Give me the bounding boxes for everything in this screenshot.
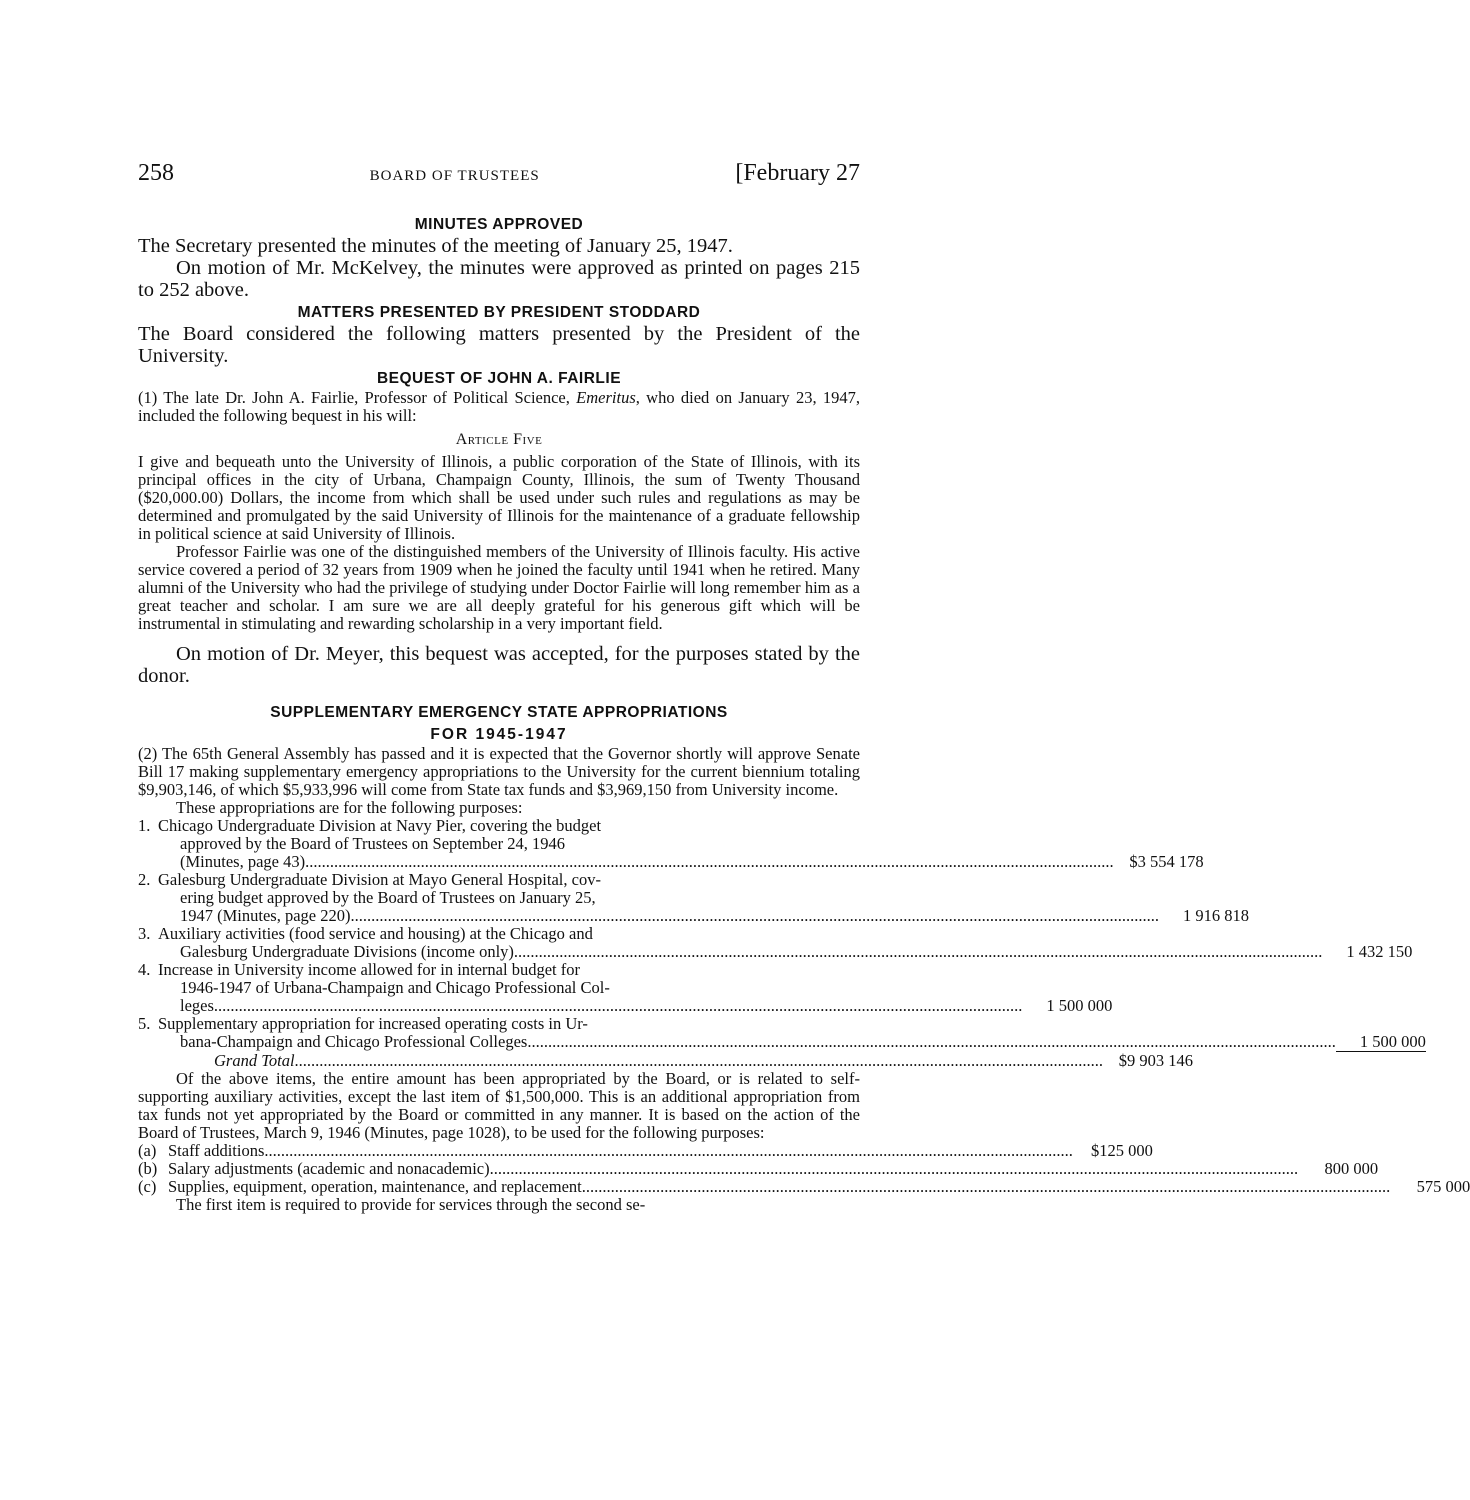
running-title: BOARD OF TRUSTEES bbox=[369, 168, 540, 184]
item-amount: 1 500 000 bbox=[1046, 996, 1113, 1015]
dot-leader bbox=[514, 943, 1323, 961]
running-head bbox=[138, 160, 860, 187]
grand-total-label: Grand Total bbox=[214, 1051, 295, 1070]
item-amount: 1 500 000 bbox=[1336, 1033, 1426, 1052]
item-amount: 800 000 bbox=[1324, 1159, 1379, 1178]
item-text: Supplies, equipment, operation, maintenance, and replacement bbox=[168, 1177, 582, 1196]
grand-total-row bbox=[138, 1051, 1194, 1070]
list-item bbox=[138, 1141, 1153, 1160]
item-number: 2. bbox=[138, 870, 151, 889]
item-amount: $3 554 178 bbox=[1129, 852, 1204, 871]
bequest-motion: On motion of Dr. Meyer, this bequest was accepted, for the purposes stated by the donor. bbox=[138, 643, 860, 687]
dot-leader bbox=[582, 1178, 1391, 1196]
item-number: 1. bbox=[138, 816, 151, 835]
item-text: Auxiliary activities (food service and housing) at the Chicago and bbox=[158, 924, 593, 943]
item-label: (b) bbox=[138, 1159, 158, 1178]
heading-minutes-approved: MINUTES APPROVED bbox=[414, 216, 584, 233]
bequest-intro-b: , who died on January 23, 1947, included the following bequest in his will: bbox=[138, 388, 860, 425]
item-text: Salary adjustments (academic and nonacademic) bbox=[168, 1159, 490, 1178]
list-item bbox=[138, 960, 1113, 1015]
minutes-paragraph-2: On motion of Mr. McKelvey, the minutes were approved as printed on pages 215 to 252 above. bbox=[138, 257, 860, 301]
list-item bbox=[138, 1014, 1426, 1052]
dot-leader bbox=[527, 1033, 1336, 1051]
heading-appropriations-line2: FOR 1945-1947 bbox=[430, 726, 568, 743]
bequest-intro bbox=[138, 389, 860, 425]
appropriation-items bbox=[138, 816, 1426, 1070]
item-label: (a) bbox=[138, 1141, 157, 1160]
item-leader-text: bana-Champaign and Chicago Professional Colleges bbox=[180, 1032, 528, 1051]
item-text-cont: 1946-1947 of Urbana-Champaign and Chicago Professional Col- bbox=[180, 978, 610, 997]
item-leader-text: 1947 (Minutes, page 220) bbox=[180, 906, 351, 925]
dot-leader bbox=[305, 853, 1114, 871]
list-item bbox=[138, 1159, 1379, 1178]
item-number: 5. bbox=[138, 1014, 151, 1033]
item-leader-text: Galesburg Undergraduate Divisions (income only) bbox=[180, 942, 514, 961]
list-item bbox=[138, 870, 1249, 925]
explanation-paragraph: Of the above items, the entire amount has been appropriated by the Board, or is related to self-supporting auxiliary activities, except the last item of $1,500,000. This is an additional appropriation from tax funds not yet appropriated by the Board or committed in any manner. It is based on the action of the Board of Trustees, March 9, 1946 (Minutes, page 1028), to be used for the following purposes: bbox=[138, 1069, 860, 1142]
list-item bbox=[138, 1177, 1470, 1196]
article-text: I give and bequeath unto the University of Illinois, a public corporation of the State of Illinois, with its principal offices in the city of Urbana, Champaign County, Illinois, the sum of Twenty Thousand ($20,000.00) Dollars, the income from which shall be used under such rules and regulations as may be determined and promulgated by the said University of Illinois for the maintenance of a graduate fellowship in political science at said University of Illinois. bbox=[138, 452, 860, 543]
running-date: [February 27 bbox=[735, 160, 860, 186]
item-text-cont: approved by the Board of Trustees on September 24, 1946 bbox=[180, 834, 565, 853]
item-leader-text: (Minutes, page 43) bbox=[180, 852, 306, 871]
item-leader-text: leges bbox=[180, 996, 214, 1015]
dot-leader bbox=[350, 907, 1159, 925]
item-amount: 1 916 818 bbox=[1182, 906, 1249, 925]
dot-leader bbox=[490, 1160, 1299, 1178]
heading-appropriations-line1: SUPPLEMENTARY EMERGENCY STATE APPROPRIATIONS bbox=[270, 704, 728, 721]
lettered-items bbox=[138, 1141, 1470, 1196]
appropriations-intro: (2) The 65th General Assembly has passed and it is expected that the Governor shortly will approve Senate Bill 17 making supplementary emergency appropriations to the University for the current biennium totaling $9,903,146, of which $5,933,996 will come from State tax funds and $3,969,150 from University income. bbox=[138, 744, 860, 799]
item-number: 4. bbox=[138, 960, 151, 979]
article-title: Article Five bbox=[455, 431, 543, 448]
document-page bbox=[138, 160, 1470, 1214]
item-amount: 575 000 bbox=[1416, 1177, 1470, 1196]
heading-bequest: BEQUEST OF JOHN A. FAIRLIE bbox=[376, 370, 622, 387]
dot-leader bbox=[214, 997, 1023, 1015]
item-text: Increase in University income allowed for in internal budget for bbox=[158, 960, 580, 979]
list-item bbox=[138, 924, 1413, 961]
final-paragraph: The first item is required to provide for services through the second se- bbox=[176, 1195, 646, 1214]
purposes-intro: These appropriations are for the following purposes: bbox=[176, 798, 523, 817]
item-label: (c) bbox=[138, 1177, 157, 1196]
item-text-cont: ering budget approved by the Board of Trustees on January 25, bbox=[180, 888, 596, 907]
item-number: 3. bbox=[138, 924, 151, 943]
dot-leader bbox=[264, 1142, 1073, 1160]
dot-leader bbox=[295, 1052, 1104, 1070]
item-text: Staff additions bbox=[168, 1141, 265, 1160]
minutes-paragraph-1: The Secretary presented the minutes of the meeting of January 25, 1947. bbox=[138, 235, 733, 257]
tribute-paragraph: Professor Fairlie was one of the distinguished members of the University of Illinois faculty. His active service covered a period of 32 years from 1909 when he joined the faculty until 1941 when he retired. Many alumni of the University who had the privilege of studying under Doctor Fairlie will long remember him as a great teacher and scholar. I am sure we are all deeply grateful for his generous gift which will be instrumental in stimulating and rewarding scholarship in a very important field. bbox=[138, 542, 860, 633]
item-amount: $125 000 bbox=[1091, 1141, 1153, 1160]
bequest-intro-a: (1) The late Dr. John A. Fairlie, Professor of Political Science, bbox=[138, 388, 577, 407]
matters-paragraph: The Board considered the following matters presented by the President of the University. bbox=[138, 323, 860, 367]
item-amount: 1 432 150 bbox=[1346, 942, 1413, 961]
item-text: Supplementary appropriation for increased operating costs in Ur- bbox=[158, 1014, 588, 1033]
grand-total-amount: $9 903 146 bbox=[1118, 1051, 1194, 1070]
item-text: Chicago Undergraduate Division at Navy Pier, covering the budget bbox=[158, 816, 602, 835]
list-item bbox=[138, 816, 1204, 871]
heading-matters-presented: MATTERS PRESENTED BY PRESIDENT STODDARD bbox=[297, 304, 701, 321]
page-number: 258 bbox=[138, 160, 174, 186]
bequest-intro-emeritus: Emeritus bbox=[576, 388, 636, 407]
item-text: Galesburg Undergraduate Division at Mayo General Hospital, cov- bbox=[158, 870, 601, 889]
